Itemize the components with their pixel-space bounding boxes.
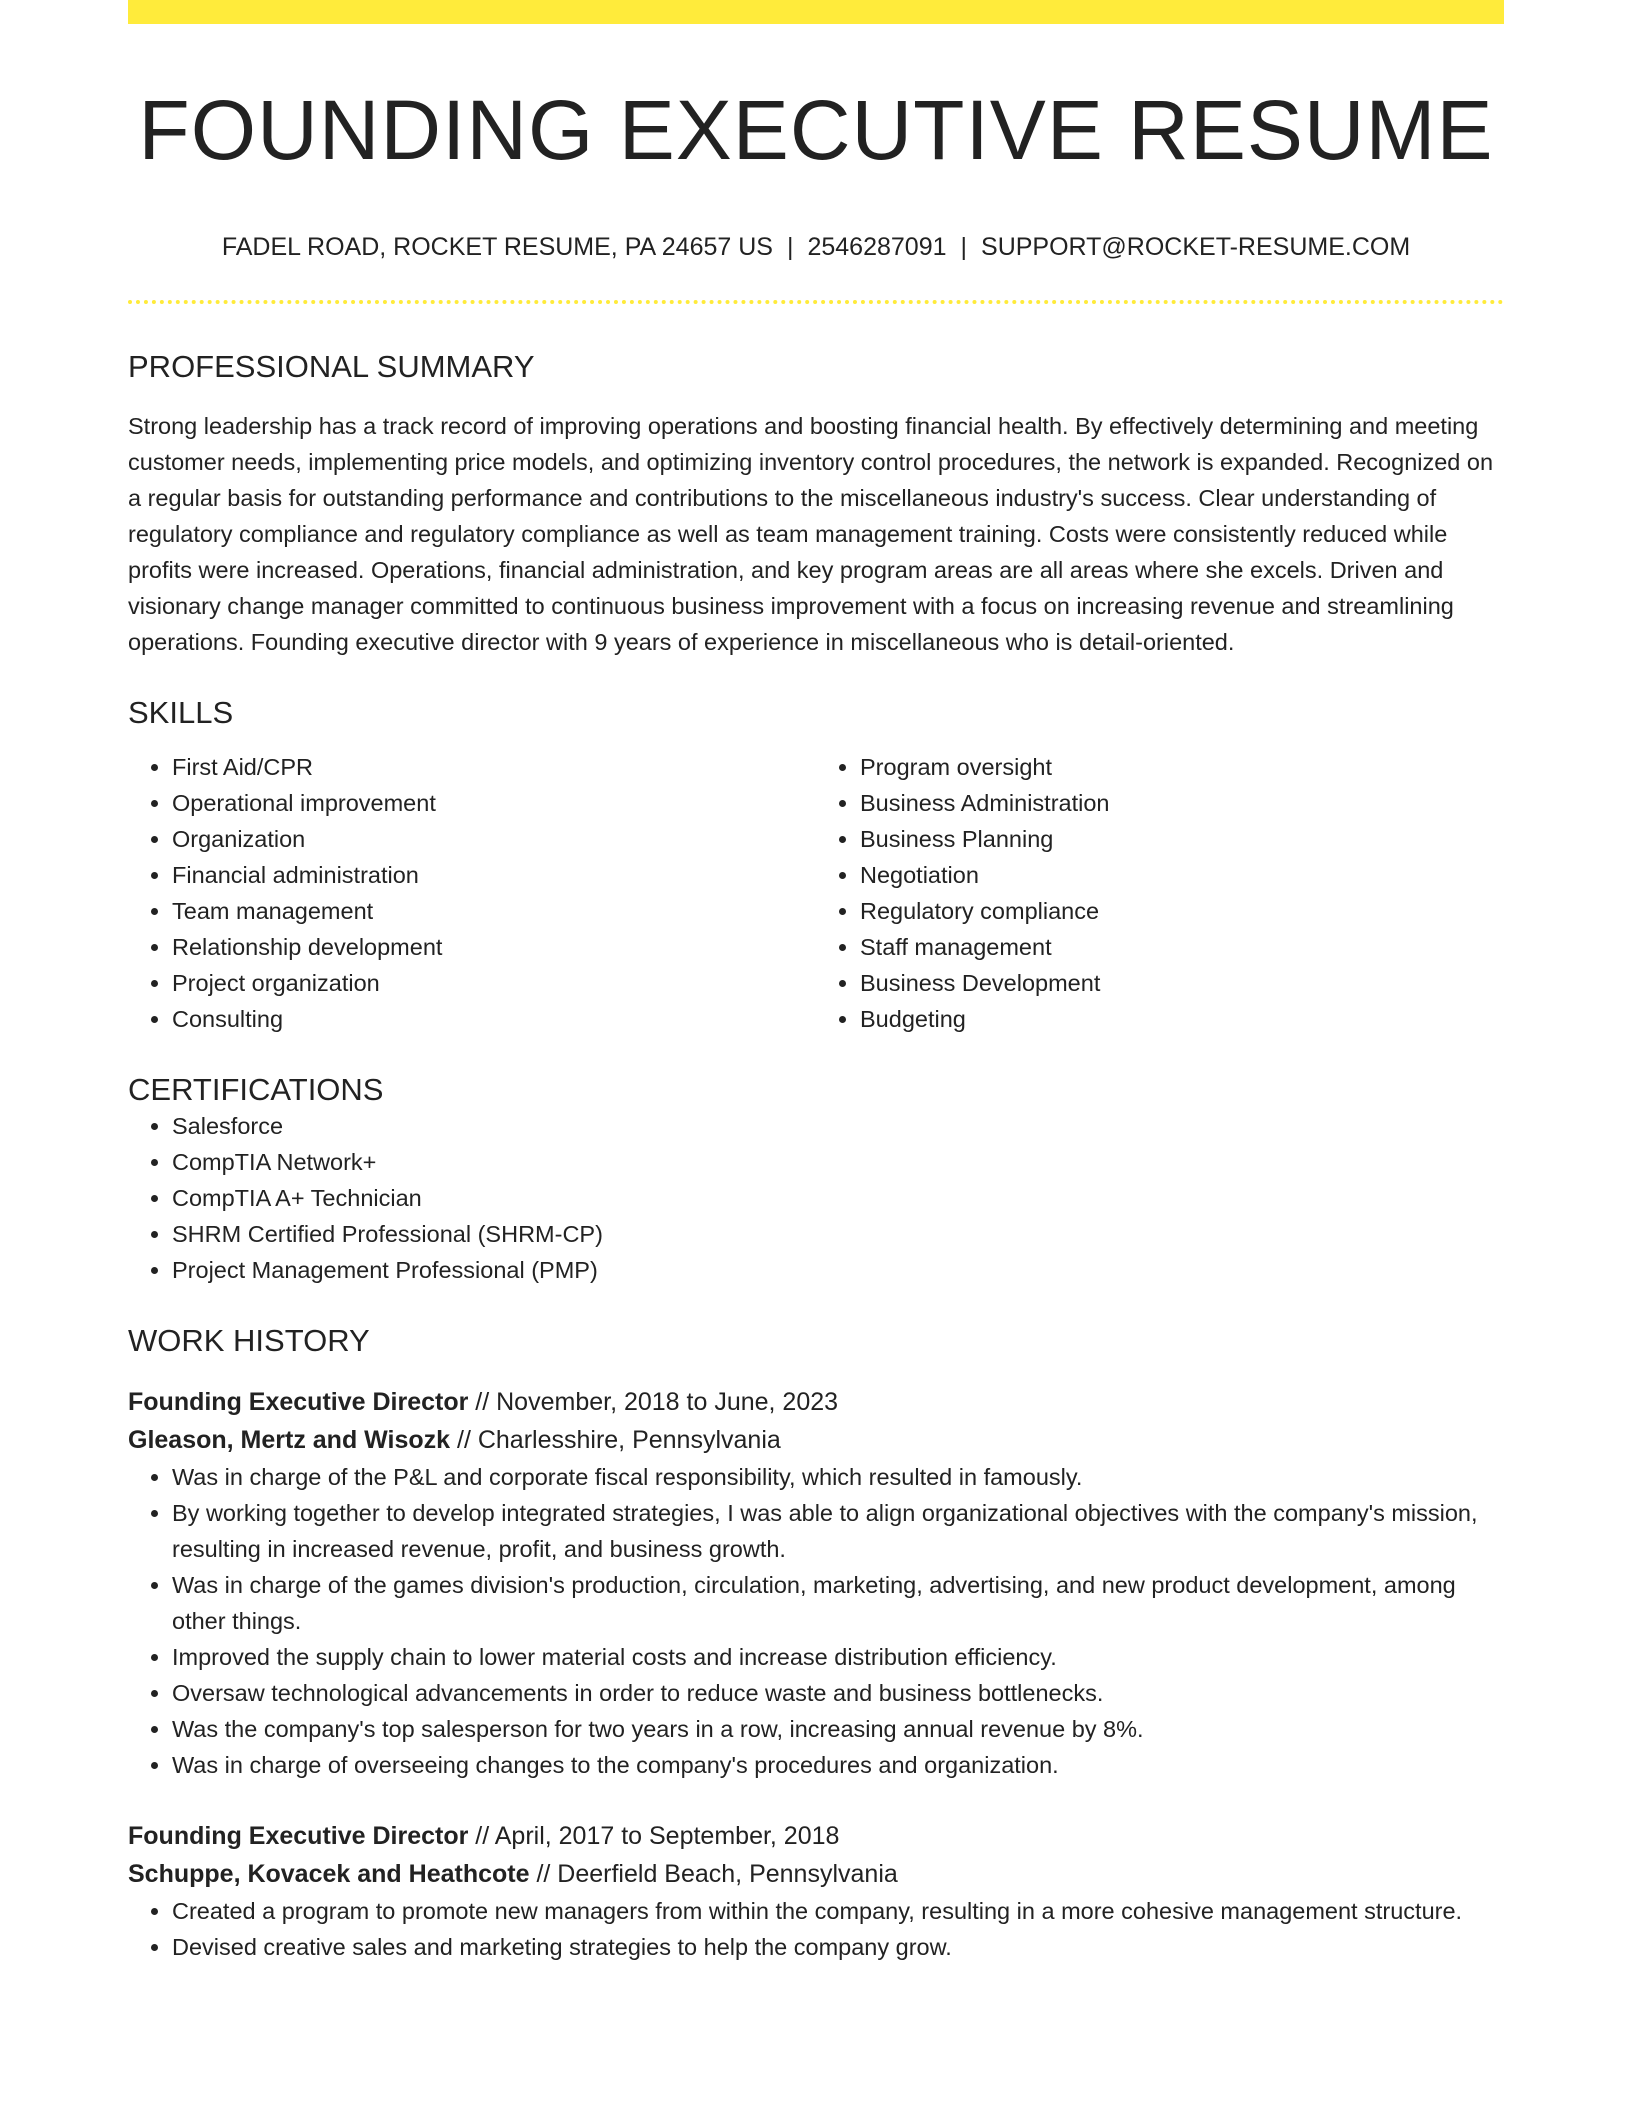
skill-item: • Project organization	[172, 965, 816, 1001]
job-role-line	[128, 1817, 1504, 1855]
skill-item: • Business Planning	[860, 821, 1504, 857]
job-bullets	[128, 1459, 1504, 1783]
certification-item: • SHRM Certified Professional (SHRM-CP)	[172, 1216, 1504, 1252]
skills-list-right	[816, 749, 1504, 1037]
skill-item: • First Aid/CPR	[172, 749, 816, 785]
contact-separator: |	[960, 233, 968, 262]
skill-item: • Organization	[172, 821, 816, 857]
skill-item: • Staff management	[860, 929, 1504, 965]
job-bullet: • Was in charge of the games division's production, circulation, marketing, advertising, and new product development, among other things.	[172, 1567, 1504, 1639]
accent-top-bar	[128, 0, 1504, 24]
job-dates: // April, 2017 to September, 2018	[468, 1822, 840, 1851]
address-text: FADEL ROAD, ROCKET RESUME, PA 24657 US	[221, 233, 773, 262]
skill-item: • Team management	[172, 893, 816, 929]
job-location: // Charlesshire, Pennsylvania	[450, 1426, 781, 1455]
job-company: Schuppe, Kovacek and Heathcote	[128, 1860, 530, 1889]
job-bullet: • By working together to develop integrated strategies, I was able to align organizational objectives with the company's mission, resulting in increased revenue, profit, and business growth.	[172, 1495, 1504, 1567]
job-bullet: • Was the company's top salesperson for two years in a row, increasing annual revenue by 8%.	[172, 1711, 1504, 1747]
resume-title: FOUNDING EXECUTIVE RESUME	[138, 83, 1494, 177]
header-divider	[128, 300, 1504, 304]
job-role: Founding Executive Director	[128, 1388, 469, 1417]
job-bullet: • Improved the supply chain to lower material costs and increase distribution efficiency.	[172, 1639, 1504, 1675]
job-role-line	[128, 1383, 1504, 1421]
certifications-list	[128, 1108, 1504, 1288]
phone-text: 2546287091	[807, 233, 947, 262]
job-entry	[128, 1817, 1504, 1965]
skills-columns	[128, 749, 1504, 1037]
job-dates: // November, 2018 to June, 2023	[468, 1388, 839, 1417]
certification-item: • CompTIA Network+	[172, 1144, 1504, 1180]
job-bullet: • Devised creative sales and marketing strategies to help the company grow.	[172, 1929, 1504, 1965]
job-bullet: • Was in charge of overseeing changes to the company's procedures and organization.	[172, 1747, 1504, 1783]
skill-item: • Financial administration	[172, 857, 816, 893]
job-entry	[128, 1383, 1504, 1783]
resume-page	[128, 0, 1504, 1965]
skill-item: • Consulting	[172, 1001, 816, 1037]
contact-separator: |	[786, 233, 794, 262]
certification-item: • Salesforce	[172, 1108, 1504, 1144]
skill-item: • Program oversight	[860, 749, 1504, 785]
job-company: Gleason, Mertz and Wisozk	[128, 1426, 451, 1455]
skill-item: • Budgeting	[860, 1001, 1504, 1037]
contact-line	[128, 232, 1504, 262]
summary-paragraph: Strong leadership has a track record of improving operations and boosting financial health. By effectively determining and meeting customer needs, implementing price models, and optimizing inventory control procedures, the network is expanded. Recognized on a regular basis for outstanding performance and contributions to the miscellaneous industry's success. Clear understanding of regulatory compliance and regulatory compliance as well as team management training. Costs were consistently reduced while profits were increased. Operations, financial administration, and key program areas are all areas where she excels. Driven and visionary change manager committed to continuous business improvement with a focus on increasing revenue and streamlining operations. Founding executive director with 9 years of experience in miscellaneous who is detail-oriented.	[128, 412, 1494, 655]
skill-item: • Business Development	[860, 965, 1504, 1001]
job-location: // Deerfield Beach, Pennsylvania	[529, 1860, 898, 1889]
certifications-heading: CERTIFICATIONS	[128, 1071, 384, 1107]
job-company-line	[128, 1421, 1504, 1459]
job-bullets	[128, 1893, 1504, 1965]
job-bullet: • Was in charge of the P&L and corporate fiscal responsibility, which resulted in famously.	[172, 1459, 1504, 1495]
skill-item: • Negotiation	[860, 857, 1504, 893]
email-text: SUPPORT@ROCKET-RESUME.COM	[981, 233, 1411, 262]
certification-item: • Project Management Professional (PMP)	[172, 1252, 1504, 1288]
skill-item: • Relationship development	[172, 929, 816, 965]
skill-item: • Regulatory compliance	[860, 893, 1504, 929]
skill-item: • Business Administration	[860, 785, 1504, 821]
skills-list-left	[128, 749, 816, 1037]
skill-item: • Operational improvement	[172, 785, 816, 821]
work-history-heading: WORK HISTORY	[128, 1322, 370, 1358]
skills-heading: SKILLS	[128, 694, 234, 730]
job-bullet: • Oversaw technological advancements in order to reduce waste and business bottlenecks.	[172, 1675, 1504, 1711]
job-bullet: • Created a program to promote new managers from within the company, resulting in a more cohesive management structure.	[172, 1893, 1504, 1929]
certification-item: • CompTIA A+ Technician	[172, 1180, 1504, 1216]
summary-heading: PROFESSIONAL SUMMARY	[128, 349, 535, 385]
job-role: Founding Executive Director	[128, 1822, 469, 1851]
job-company-line	[128, 1855, 1504, 1893]
